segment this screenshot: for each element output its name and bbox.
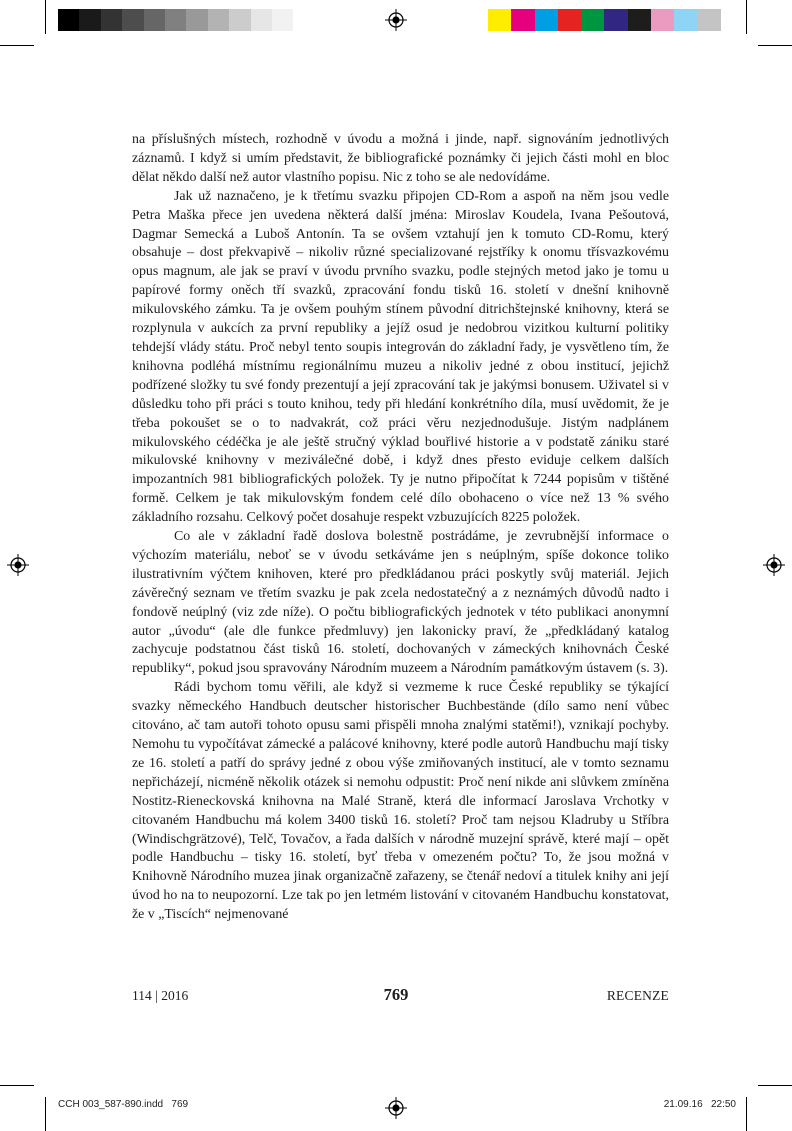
registration-mark-left <box>7 554 29 576</box>
color-swatch <box>674 9 697 31</box>
registration-mark-right <box>763 554 785 576</box>
color-swatch <box>272 9 293 31</box>
cmyk-color-bar <box>488 9 721 31</box>
issue-label: 114 | 2016 <box>132 988 189 1003</box>
file-slug: CCH 003_587-890.indd 769 <box>58 1099 189 1110</box>
crop-mark <box>758 1085 792 1086</box>
color-swatch <box>651 9 674 31</box>
section-label: RECENZE <box>606 988 669 1003</box>
crop-mark <box>0 1085 34 1086</box>
color-swatch <box>144 9 165 31</box>
crop-mark <box>758 45 792 46</box>
article-body <box>132 131 669 925</box>
color-swatch <box>208 9 229 31</box>
color-swatch <box>251 9 272 31</box>
registration-mark-top <box>385 9 407 31</box>
color-swatch <box>101 9 122 31</box>
registration-mark-bottom <box>385 1097 407 1119</box>
crop-mark <box>45 0 46 34</box>
paragraph: Rádi bychom tomu věřili, ale když si vezmeme k ruce České republiky se týkající svazky německého Handbuch deutscher historischer Buchbestände (dílo samo není vůbec citováno, ač tam autoři tohoto opusu sami přispěli mnoha znalými statěmi!), vznikají pochyby. Nemohu tu vypočítávat zámecké a palácové knihovny, které podle autorů Handbuchu mají tisky ze 16. století a patří do správy jedné z obou výše zmiňovaných institucí, ale v tomto seznamu nepřicházejí, nicméně několik otázek si nemohu odpustit: Proč není nikde ani slůvkem zmíněna Nostitz-Rieneckovská knihovna na Malé Straně, která dle informací Jaroslava Vrchotky v citovaném Handbuchu má kolem 3400 tisků 16. století? Proč tam nejsou Kladruby u Stříbra (Windischgrätzové), Telč, Tovačov, a řada dalších v národně muzejní správě, které mají – opět podle Handbuchu – tisky 16. století, byť třeba v omezeném počtu? To, že jsou možná v Knihovně Národního muzea jinak organizačně zařazeny, se čtenář nedoví a titulek knihy ani její úvod ho na to neupozorní. Lze tak po jen letmém listování v citovaném Handbuchu konstatovat, že v „Tiscích“ nejmenované <box>132 680 669 923</box>
color-swatch <box>581 9 604 31</box>
grayscale-color-bar <box>58 9 293 31</box>
color-swatch <box>165 9 186 31</box>
crop-mark <box>746 0 747 34</box>
crop-mark <box>746 1097 747 1131</box>
crop-mark <box>45 1097 46 1131</box>
color-swatch <box>535 9 558 31</box>
color-swatch <box>186 9 207 31</box>
color-swatch <box>229 9 250 31</box>
color-swatch <box>122 9 143 31</box>
color-swatch <box>698 9 721 31</box>
color-swatch <box>79 9 100 31</box>
paragraph: na příslušných místech, rozhodně v úvodu a možná i jinde, např. signováním jednotlivých záznamů. I když si umím představit, že bibliografické poznámky či jejich části mohl en bloc dělat někdo další než autor vlastního popisu. Nic z toho se ale nedovídáme. <box>132 132 669 185</box>
color-swatch <box>558 9 581 31</box>
paragraph: Co ale v základní řadě doslova bolestně postrádáme, je zevrubnější informace o výchozím materiálu, neboť se v úvodu setkáváme jen s neúplným, spíše dokonce toliko ilustrativním výčtem knihoven, které pro předkládanou práci poskytly svůj materiál. Jejich závěrečný seznam ve třetím svazku je pak zcela nedostatečný a z neznámých důvodů nadto i fondově neúplný (viz zde níže). O počtu bibliografických jednotek v této publikaci anonymní autor „úvodu“ (ale dle funkce předmluvy) jen lakonicky praví, že „předkládaný katalog zachycuje podstatnou část tisků 16. století, dochovaných v zámeckých knihovnách České republiky“, pokud jsou spravovány Národním muzeem a Národním památkovým ústavem (s. 3). <box>132 529 669 677</box>
color-swatch <box>58 9 79 31</box>
paragraph: Jak už naznačeno, je k třetímu svazku připojen CD-Rom a aspoň na něm jsou vedle Petra Maška přece jen uvedena některá další jména: Miroslav Koudela, Ivana Pešoutová, Dagmar Semecká a Luboš Antonín. Ta se ovšem vztahují jen k tomuto CD-Romu, který obsahuje – dost překvapivě – nikoliv různé specializované rejstříky k onomu třísvazkovému opus magnum, ale jak se praví v úvodu prvního svazku, podle stejných metod jako je tomu u papírové formy oněch tří svazků, zpracování fondu tisků 16. století v dnešní knihovně mikulovského zámku. Ta je ovšem pouhým stínem původní ditrichštejnské knihovny, která se rozplynula v aukcích za první republiky a jejíž osud je nedobrou vizitkou kulturní politiky tehdejší vlády státu. Proč nebyl tento soupis integrován do základní řady, je vysvětleno tím, že knihovna podléhá místnímu regionálnímu muzeu a nikoliv jedné z obou institucí, jejichž podřízené složky tu své fondy prezentují a její zpracování tak je jakýmsi bonusem. Uživatel si v důsledku toho při práci s touto knihou, tedy při hledání konkrétního díla, musí uvědomit, že je třeba pokoušet se o to nadvakrát, což práci věru nezjednodušuje. Jistým nadplánem mikulovského cédéčka je ale ještě stručný výklad bouřlivé historie a v podstatě zániku staré mikulovské knihovny v meziválečné době, i když dnes přesto eviduje celkem dalších impozantních 981 bibliografických položek. Ty je nutno připočítat k 7244 popisům v tištěné formě. Celkem je tak mikulovským fondem celé dílo obohaceno o více než 13 % svého základního rozsahu. Celkový počet dosahuje respekt vzbuzujících 8225 položek. <box>132 188 669 526</box>
color-swatch <box>628 9 651 31</box>
timestamp-slug: 21.09.16 22:50 <box>663 1099 736 1110</box>
color-swatch <box>604 9 627 31</box>
page-number: 769 <box>383 985 409 1004</box>
crop-mark <box>0 45 34 46</box>
color-swatch <box>511 9 534 31</box>
color-swatch <box>488 9 511 31</box>
